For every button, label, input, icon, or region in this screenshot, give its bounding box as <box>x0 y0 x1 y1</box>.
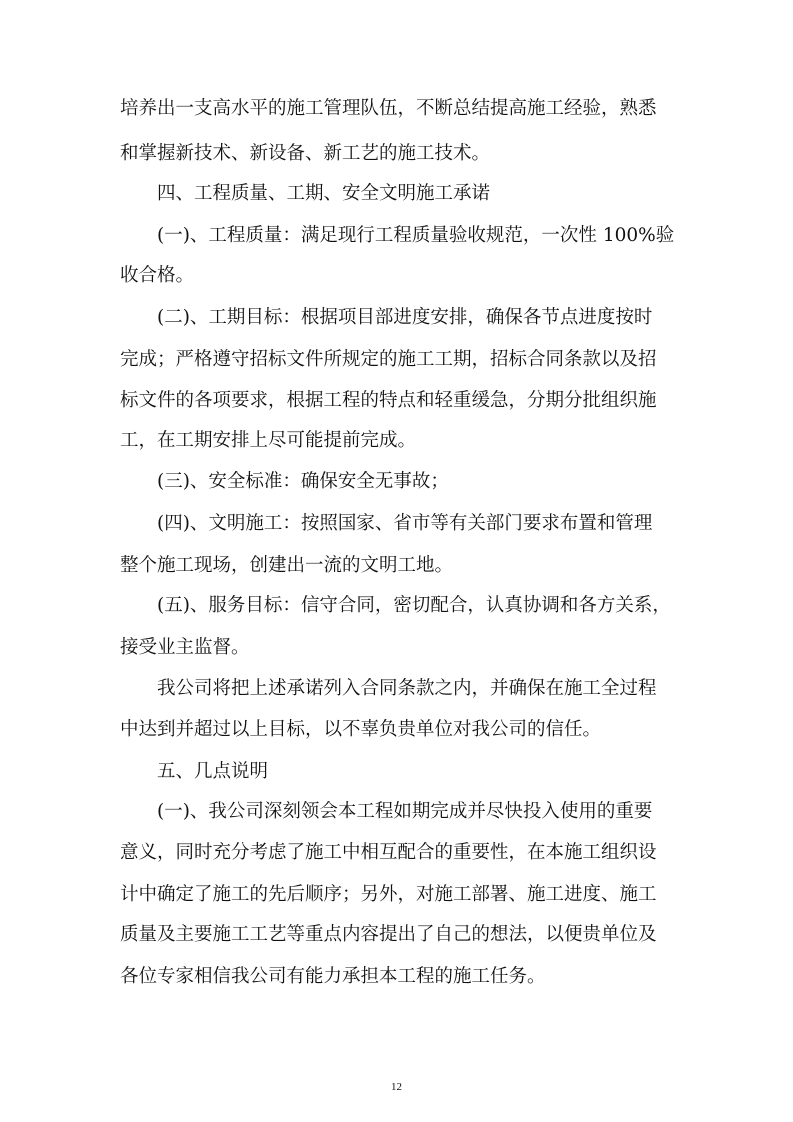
body-text-line: 整个施工现场，创建出一流的文明工地。 <box>120 555 454 576</box>
section-heading: 四、工程质量、工期、安全文明施工承诺 <box>157 183 491 204</box>
body-text-line: 各位专家相信我公司有能力承担本工程的施工任务。 <box>120 966 546 987</box>
body-text-line: 完成；严格遵守招标文件所规定的施工工期，招标合同条款以及招 <box>120 349 657 370</box>
body-text-line: 和掌握新技术、新设备、新工艺的施工技术。 <box>120 143 491 164</box>
body-text-line: 质量及主要施工工艺等重点内容提出了自己的想法，以便贵单位及 <box>120 924 657 945</box>
body-text-line: 接受业主监督。 <box>120 637 250 658</box>
body-text-line: 收合格。 <box>120 265 195 286</box>
paragraph-start-line: (四)、文明施工：按照国家、省市等有关部门要求布置和管理 <box>157 513 653 534</box>
paragraph-start-line: (五)、服务目标：信守合同，密切配合，认真协调和各方关系， <box>157 595 671 616</box>
body-text-line: 中达到并超过以上目标，以不辜负贵单位对我公司的信任。 <box>120 719 602 740</box>
paragraph-start-line: 我公司将把上述承诺列入合同条款之内，并确保在施工全过程 <box>157 678 657 699</box>
body-text-line: 意义，同时充分考虑了施工中相互配合的重要性，在本施工组织设 <box>120 842 657 863</box>
body-text-line: 标文件的各项要求，根据工程的特点和轻重缓急，分期分批组织施 <box>120 390 657 411</box>
paragraph-start-line: (一)、我公司深刻领会本工程如期完成并尽快投入使用的重要 <box>157 801 653 822</box>
page-number: 12 <box>391 1081 402 1093</box>
body-text-line: 工，在工期安排上尽可能提前完成。 <box>120 430 417 451</box>
paragraph-start-line: (一)、工程质量：满足现行工程质量验收规范，一次性 100%验 <box>157 225 675 246</box>
body-text-line: 计中确定了施工的先后顺序；另外，对施工部署、施工进度、施工 <box>120 884 657 905</box>
paragraph-start-line: (二)、工期目标：根据项目部进度安排，确保各节点进度按时 <box>157 307 653 328</box>
body-text-line: 培养出一支高水平的施工管理队伍，不断总结提高施工经验，熟悉 <box>120 98 657 119</box>
section-heading: 五、几点说明 <box>157 761 269 782</box>
paragraph-start-line: (三)、安全标准：确保安全无事故； <box>157 471 449 492</box>
